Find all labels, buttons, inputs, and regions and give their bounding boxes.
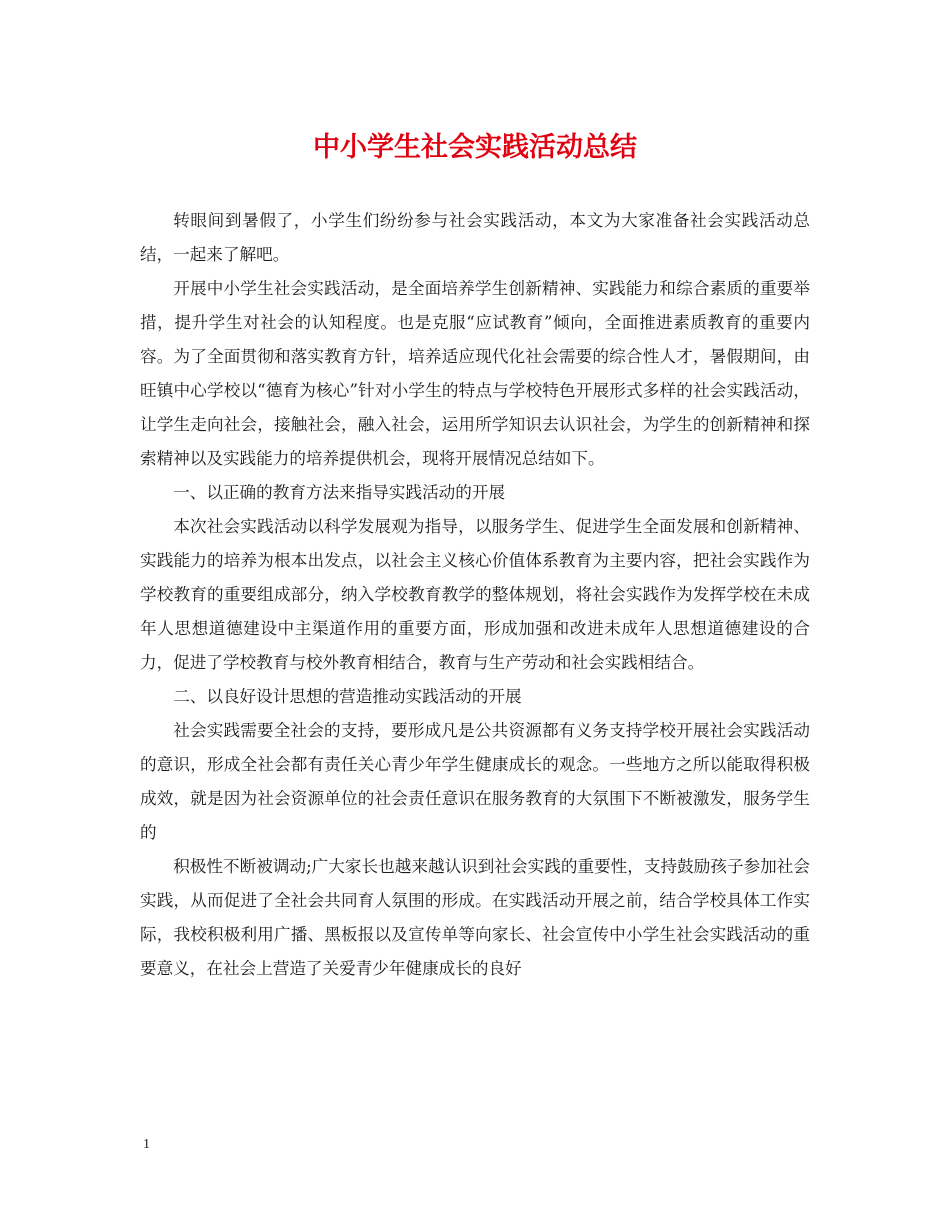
section-heading-2: 二、以良好设计思想的营造推动实践活动的开展: [173, 687, 522, 706]
paragraph-section-2a: 社会实践需要全社会的支持，要形成凡是公共资源都有义务支持学校开展社会实践活动的意识，形成全社会都有责任关心青少年学生健康成长的观念。一些地方之所以能取得积极成效，就是因为社会资源单位的社会责任意识在服务教育的大氛围下不断被激发，服务学生的: [140, 721, 810, 842]
paragraph-section-2b: 积极性不断被调动;广大家长也越来越认识到社会实践的重要性，支持鼓励孩子参加社会实践，从而促进了全社会共同育人氛围的形成。在实践活动开展之前，结合学校具体工作实际，我校积极利用广播、黑板报以及宣传单等向家长、社会宣传中小学生社会实践活动的重要意义，在社会上营造了关爱青少年健康成长的良好: [140, 857, 810, 978]
document-body: [140, 204, 810, 986]
section-heading-1: 一、以正确的教育方法来指导实践活动的开展: [173, 483, 506, 502]
page-title: 中小学生社会实践活动总结: [313, 132, 637, 163]
paragraph-overview: 开展中小学生社会实践活动，是全面培养学生创新精神、实践能力和综合素质的重要举措，提升学生对社会的认知程度。也是克服“应试教育”倾向，全面推进素质教育的重要内容。为了全面贯彻和落实教育方针，培养适应现代化社会需要的综合性人才，暑假期间，由旺镇中心学校以“德育为核心”针对小学生的特点与学校特色开展形式多样的社会实践活动，让学生走向社会，接触社会，融入社会，运用所学知识去认识社会，为学生的创新精神和探索精神以及实践能力的培养提供机会，现将开展情况总结如下。: [140, 279, 810, 468]
page-number: 1: [143, 1137, 150, 1152]
paragraph-intro: 转眼间到暑假了，小学生们纷纷参与社会实践活动，本文为大家准备社会实践活动总结，一起来了解吧。: [140, 211, 810, 264]
paragraph-section-1: 本次社会实践活动以科学发展观为指导，以服务学生、促进学生全面发展和创新精神、实践能力的培养为根本出发点，以社会主义核心价值体系教育为主要内容，把社会实践作为学校教育的重要组成部分，纳入学校教育教学的整体规划，将社会实践作为发挥学校在未成年人思想道德建设中主渠道作用的重要方面，形成加强和改进未成年人思想道德建设的合力，促进了学校教育与校外教育相结合，教育与生产劳动和社会实践相结合。: [140, 517, 810, 672]
